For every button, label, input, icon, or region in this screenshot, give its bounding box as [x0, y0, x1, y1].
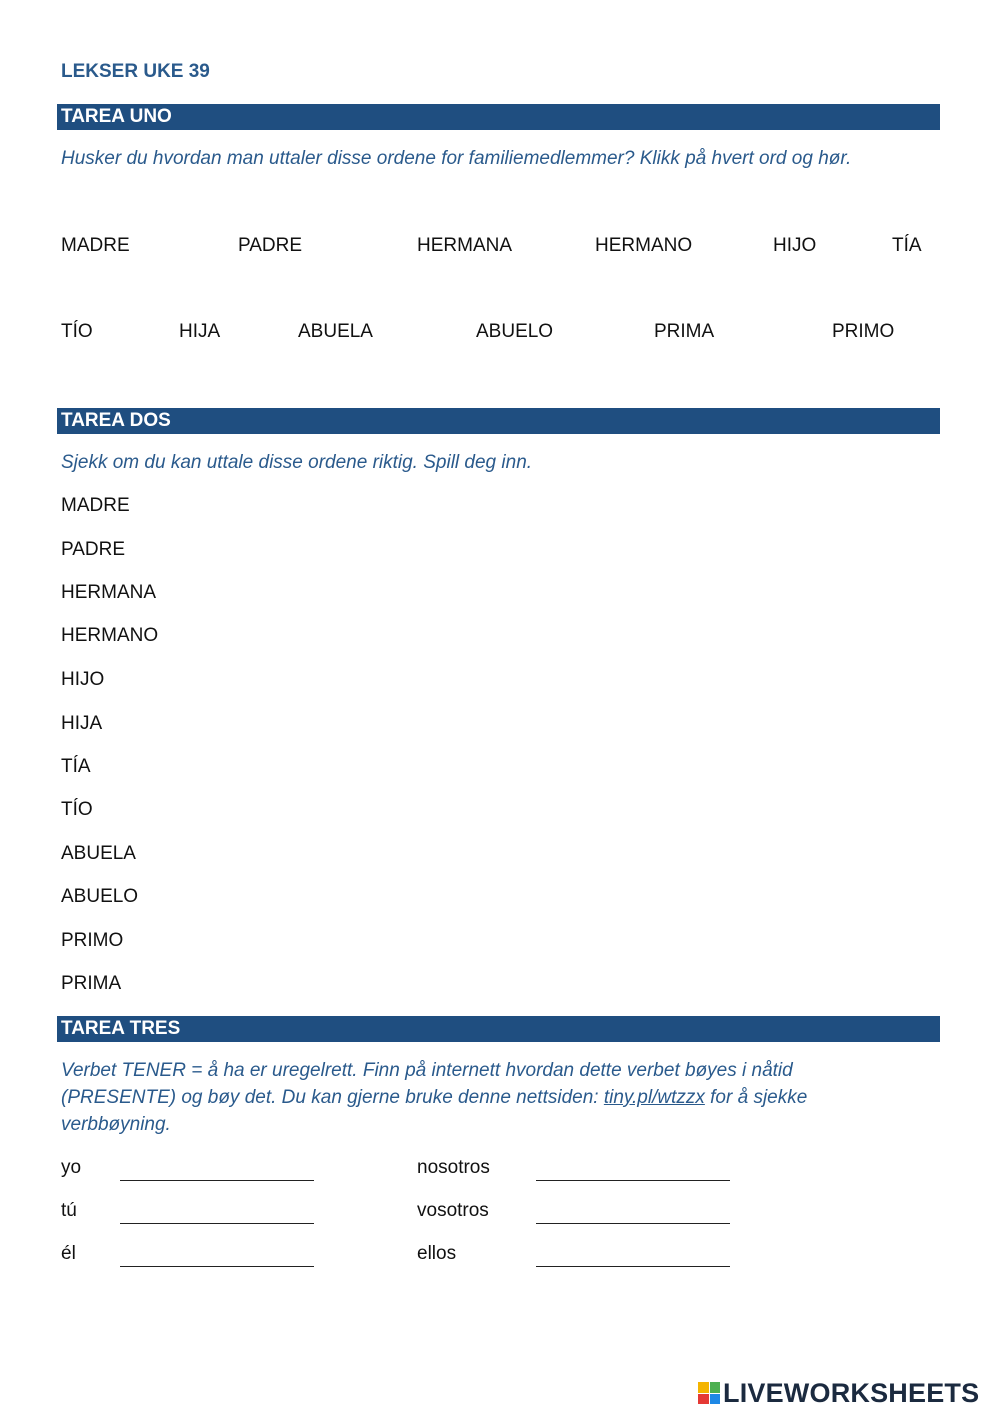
record-word-hermano[interactable]: HERMANO [61, 625, 159, 646]
word-audio-hermana[interactable]: HERMANA [417, 235, 513, 256]
instruction-text-part2: for å sjekke verbbøyning. [61, 1087, 808, 1135]
record-word-primo[interactable]: PRIMO [61, 930, 124, 951]
record-word-hijo[interactable]: HIJO [61, 669, 105, 690]
record-word-abuelo[interactable]: ABUELO [61, 886, 139, 907]
instruction-tarea-tres [61, 1057, 881, 1138]
pronoun-ellos: ellos [417, 1243, 457, 1264]
record-word-tio[interactable]: TÍO [61, 799, 93, 820]
pronoun-vosotros: vosotros [417, 1200, 489, 1221]
record-word-hija[interactable]: HIJA [61, 713, 103, 734]
instruction-tarea-uno: Husker du hvordan man uttaler disse ordene for familiemedlemmer? Klikk på hvert ord og hør. [61, 148, 852, 169]
answer-yo-input[interactable] [120, 1158, 314, 1181]
pronoun-yo: yo [61, 1157, 82, 1178]
word-audio-padre[interactable]: PADRE [238, 235, 303, 256]
logo-square [710, 1382, 721, 1393]
section-heading-tarea-tres: TAREA TRES [57, 1016, 940, 1042]
word-audio-abuelo[interactable]: ABUELO [476, 321, 554, 342]
record-word-tia[interactable]: TÍA [61, 756, 91, 777]
answer-tu-input[interactable] [120, 1201, 314, 1224]
pronoun-el: él [61, 1243, 76, 1264]
logo-text: LIVEWORKSHEETS [723, 1377, 980, 1408]
word-audio-tio[interactable]: TÍO [61, 321, 93, 342]
record-word-prima[interactable]: PRIMA [61, 973, 122, 994]
section-heading-tarea-dos: TAREA DOS [57, 408, 940, 434]
logo-square [698, 1382, 709, 1393]
record-word-hermana[interactable]: HERMANA [61, 582, 157, 603]
verb-link[interactable]: tiny.pl/wtzzx [603, 1087, 705, 1108]
answer-nosotros-input[interactable] [536, 1158, 730, 1181]
record-word-madre[interactable]: MADRE [61, 495, 130, 516]
liveworksheets-logo-icon [698, 1382, 720, 1404]
word-audio-hija[interactable]: HIJA [179, 321, 221, 342]
answer-el-input[interactable] [120, 1244, 314, 1267]
pronoun-tu: tú [61, 1200, 77, 1221]
answer-vosotros-input[interactable] [536, 1201, 730, 1224]
liveworksheets-logo [698, 1378, 979, 1408]
record-word-padre[interactable]: PADRE [61, 539, 126, 560]
pronoun-nosotros: nosotros [417, 1157, 490, 1178]
logo-square [710, 1394, 721, 1405]
answer-ellos-input[interactable] [536, 1244, 730, 1267]
word-audio-tia[interactable]: TÍA [892, 235, 922, 256]
word-audio-hijo[interactable]: HIJO [773, 235, 817, 256]
word-audio-hermano[interactable]: HERMANO [595, 235, 693, 256]
section-heading-tarea-uno: TAREA UNO [57, 104, 940, 130]
word-audio-primo[interactable]: PRIMO [832, 321, 895, 342]
record-word-abuela[interactable]: ABUELA [61, 843, 136, 864]
logo-square [698, 1394, 709, 1405]
word-audio-abuela[interactable]: ABUELA [298, 321, 373, 342]
instruction-text-part1: Verbet TENER = å ha er uregelrett. Finn på internett hvordan dette verbet bøyes i nåtid (PRESENTE) og bøy det. Du kan gjerne bruke denne nettsiden: [61, 1060, 793, 1108]
instruction-tarea-dos: Sjekk om du kan uttale disse ordene riktig. Spill deg inn. [61, 452, 533, 473]
word-audio-prima[interactable]: PRIMA [654, 321, 715, 342]
word-audio-madre[interactable]: MADRE [61, 235, 130, 256]
page-title: LEKSER UKE 39 [61, 61, 210, 82]
